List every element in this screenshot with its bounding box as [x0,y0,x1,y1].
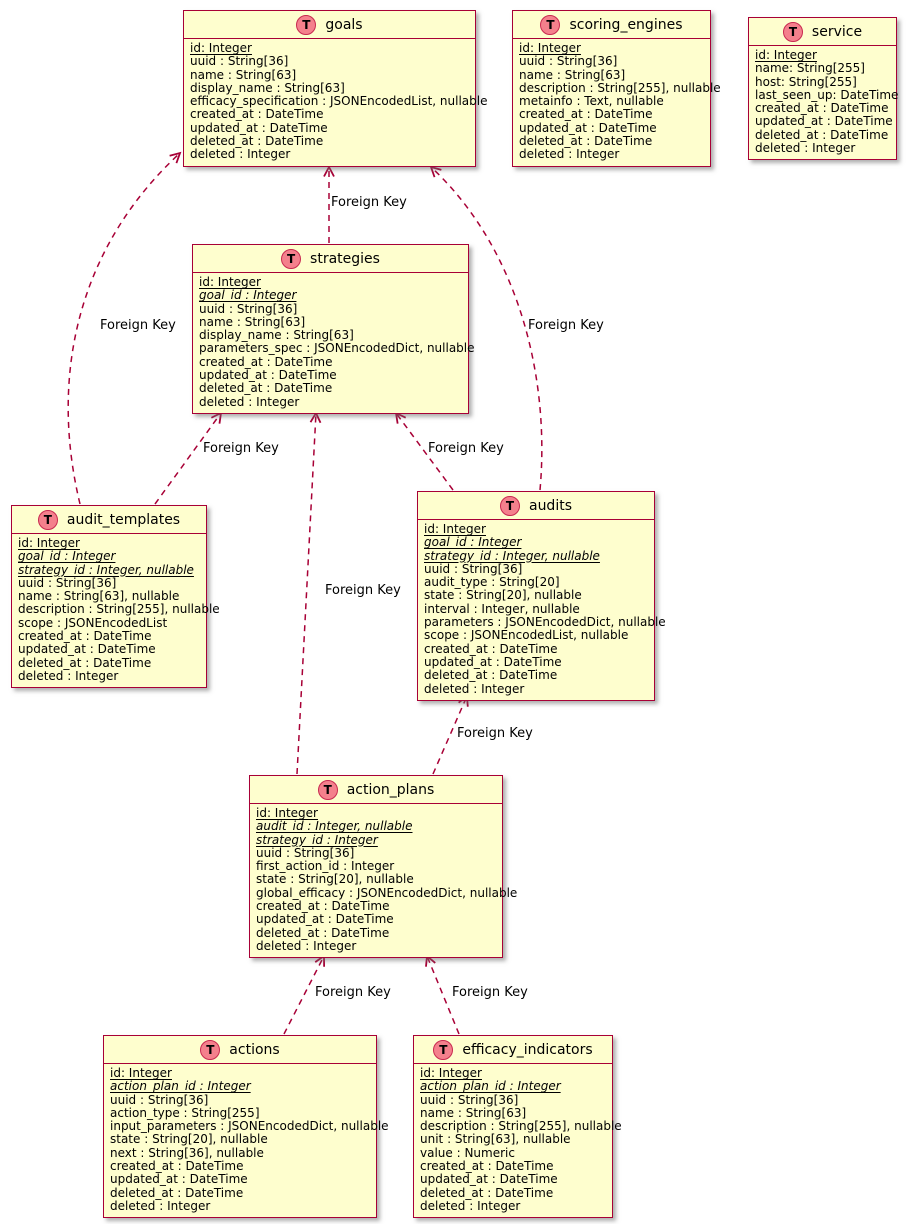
field-text: deleted : Integer [420,1198,521,1213]
table-icon: T [38,510,58,530]
entity-fields [12,534,220,687]
field-row [420,1187,606,1200]
entity-header [414,1036,612,1064]
field-row [424,576,648,589]
field-row [424,615,666,630]
field-text: global_efficacy : JSONEncodedDict, nullable [256,885,518,900]
field-row [190,55,469,68]
fk-field: goal_id : Integer [18,549,116,564]
entity-header [513,11,710,39]
pk-field: id: Integer [519,41,581,55]
field-text: uuid : String[36] [110,1092,209,1107]
field-row [110,1094,370,1107]
field-text: updated_at : DateTime [110,1172,248,1187]
field-row [190,122,469,135]
field-text: uuid : String[36] [519,54,618,69]
foreign-key-label: Foreign Key [100,318,176,333]
foreign-key-label: Foreign Key [457,726,533,741]
entity-header [749,18,896,46]
field-text: scope : JSONEncodedList, nullable [424,628,629,643]
table-icon: T [200,1040,220,1060]
field-row [519,148,704,161]
field-text: created_at : DateTime [190,107,324,122]
field-text: input_parameters : JSONEncodedDict, nullable [110,1119,389,1134]
field-text: deleted : Integer [199,394,300,409]
entity-fields [184,39,488,166]
field-text: deleted_at : DateTime [519,134,653,149]
entity-fields [414,1064,622,1217]
field-row [424,683,648,696]
field-text: deleted : Integer [18,668,119,683]
entity-title: strategies [310,250,380,267]
field-text: deleted : Integer [424,681,525,696]
field-row [190,42,469,55]
pk-field: id: Integer [755,48,817,62]
field-row [256,900,496,913]
field-row [199,289,462,302]
pk-field: id: Integer [424,522,486,536]
field-text: action_type : String[255] [110,1105,260,1120]
field-row [110,1173,370,1186]
field-row [256,913,496,926]
field-text: created_at : DateTime [420,1159,554,1174]
field-row [755,102,890,115]
field-text: deleted_at : DateTime [424,668,558,683]
field-row [190,69,469,82]
entity-title: audit_templates [66,511,181,528]
field-row [424,536,648,549]
field-text: name: String[255] [755,61,865,76]
entity-header [104,1036,376,1064]
entity-header [184,11,475,39]
table-icon: T [500,496,520,516]
field-row [199,341,475,356]
entity-goals [183,10,488,167]
field-text: updated_at : DateTime [190,120,328,135]
field-row [18,550,200,563]
field-row [424,563,648,576]
foreign-key-label: Foreign Key [315,985,391,1000]
fk-field: goal_id : Integer [199,288,297,303]
relationship-audit_templates-strategies [155,413,221,504]
table-icon: T [433,1040,453,1060]
field-row [18,630,200,643]
field-text: state : String[20], nullable [424,588,582,603]
field-row [110,1133,370,1146]
field-text: state : String[20], nullable [110,1132,268,1147]
field-row [519,55,704,68]
field-row [18,670,200,683]
entity-strategies [192,244,475,414]
field-text: efficacy_specification : JSONEncodedList, nullable [190,94,488,109]
field-text: updated_at : DateTime [424,654,562,669]
entity-title: action_plans [346,781,435,798]
field-text: next : String[36], nullable [110,1145,264,1160]
pk-field: id: Integer [190,41,252,55]
field-row [420,1200,606,1213]
field-row [256,873,496,886]
field-row [420,1094,606,1107]
field-row [110,1067,370,1080]
field-row [519,42,704,55]
fk-field: strategy_id : Integer [256,832,378,847]
field-row [420,1067,606,1080]
field-row [256,885,518,900]
field-text: created_at : DateTime [519,107,653,122]
field-row [256,834,496,847]
field-text: description : String[255], nullable [18,602,220,617]
entity-action_plans [249,775,518,958]
fk-field: strategy_id : Integer, nullable [18,562,194,577]
field-text: deleted : Integer [256,938,357,953]
field-row [420,1133,606,1146]
field-row [519,80,721,95]
field-text: name : String[63], nullable [18,589,180,604]
field-text: last_seen_up: DateTime [755,87,899,102]
field-row [199,303,462,316]
field-text: description : String[255], nullable [420,1119,622,1134]
field-row [110,1080,370,1093]
field-row [18,617,200,630]
field-text: uuid : String[36] [199,301,298,316]
field-row [110,1107,370,1120]
field-text: deleted_at : DateTime [420,1185,554,1200]
field-row [110,1187,370,1200]
fk-field: goal_id : Integer [424,535,522,550]
field-row [519,69,704,82]
pk-field: id: Integer [110,1066,172,1080]
entity-efficacy_indicators [413,1035,622,1218]
field-text: host: String[255] [755,74,857,89]
entity-header [418,492,654,520]
field-text: updated_at : DateTime [420,1172,558,1187]
field-row [424,589,648,602]
field-row [424,603,648,616]
field-row [18,657,200,670]
field-text: unit : String[63], nullable [420,1132,571,1147]
field-row [199,316,462,329]
entity-fields [418,520,666,700]
fk-field: action_plan_id : Integer [420,1079,561,1094]
field-row [755,114,893,129]
field-row [424,643,648,656]
field-text: deleted_at : DateTime [110,1185,244,1200]
field-text: deleted : Integer [190,147,291,162]
entity-title: actions [229,1041,280,1058]
field-text: uuid : String[36] [18,575,117,590]
entity-audit_templates [11,505,220,688]
table-icon: T [281,249,301,269]
field-row [755,87,899,102]
field-text: created_at : DateTime [110,1159,244,1174]
field-row [190,148,469,161]
field-text: updated_at : DateTime [256,912,394,927]
field-text: deleted_at : DateTime [256,925,390,940]
pk-field: id: Integer [256,806,318,820]
field-text: deleted_at : DateTime [755,127,889,142]
field-text: name : String[63] [199,314,306,329]
field-row [190,135,469,148]
field-row [424,669,648,682]
entity-title: scoring_engines [569,16,683,33]
foreign-key-label: Foreign Key [428,441,504,456]
pk-field: id: Integer [199,275,261,289]
field-row [755,142,890,155]
field-text: state : String[20], nullable [256,872,414,887]
field-row [190,108,469,121]
table-icon: T [783,22,803,42]
field-row [755,129,890,142]
entity-fields [749,46,899,159]
field-row [420,1119,622,1134]
field-text: deleted_at : DateTime [190,134,324,149]
entity-fields [104,1064,389,1217]
field-row [420,1160,606,1173]
field-row [110,1119,389,1134]
field-text: description : String[255], nullable [519,80,721,95]
field-row [256,847,496,860]
field-row [190,82,469,95]
foreign-key-label: Foreign Key [203,441,279,456]
field-text: created_at : DateTime [424,641,558,656]
field-row [755,76,890,89]
field-row [420,1147,606,1160]
field-text: uuid : String[36] [420,1092,519,1107]
field-row [18,643,200,656]
field-text: name : String[63] [190,67,297,82]
field-text: created_at : DateTime [18,629,152,644]
field-row [110,1160,370,1173]
entity-fields [193,273,475,413]
entity-fields [250,804,518,957]
field-text: created_at : DateTime [199,354,333,369]
field-row [18,577,200,590]
field-row [18,602,220,617]
field-text: audit_type : String[20] [424,575,560,590]
entity-header [250,776,502,804]
entity-header [12,506,206,534]
field-row [18,564,200,577]
field-row [199,369,462,382]
field-row [424,629,648,642]
field-row [110,1147,370,1160]
field-text: first_action_id : Integer [256,859,395,874]
field-text: deleted : Integer [110,1198,211,1213]
entity-title: efficacy_indicators [462,1041,593,1058]
field-row [424,550,648,563]
field-row [755,49,890,62]
entity-fields [513,39,721,166]
field-row [256,807,496,820]
field-text: metainfo : Text, nullable [519,94,664,109]
field-text: parameters_spec : JSONEncodedDict, nullable [199,341,475,356]
field-text: updated_at : DateTime [199,368,337,383]
field-row [199,382,462,395]
field-row [256,860,496,873]
entity-title: goals [325,16,363,33]
field-text: name : String[63] [519,67,626,82]
table-icon: T [318,780,338,800]
field-text: deleted : Integer [755,141,856,156]
field-text: deleted : Integer [519,147,620,162]
entity-audits [417,491,666,701]
field-row [190,94,488,109]
entity-header [193,245,468,273]
entity-title: audits [528,497,572,514]
foreign-key-label: Foreign Key [331,195,407,210]
field-row [199,329,462,342]
entity-title: service [811,23,863,40]
field-text: deleted_at : DateTime [18,655,152,670]
field-text: deleted_at : DateTime [199,381,333,396]
field-row [519,108,704,121]
fk-field: strategy_id : Integer, nullable [424,548,600,563]
pk-field: id: Integer [18,536,80,550]
field-row [199,356,462,369]
field-text: name : String[63] [420,1105,527,1120]
field-row [256,927,496,940]
field-text: scope : JSONEncodedList [18,615,168,630]
field-row [424,656,648,669]
field-row [420,1173,606,1186]
field-text: uuid : String[36] [424,561,523,576]
table-icon: T [296,15,316,35]
foreign-key-label: Foreign Key [325,583,401,598]
field-row [18,537,200,550]
field-row [199,276,462,289]
field-row [256,820,496,833]
entity-actions [103,1035,389,1218]
field-text: interval : Integer, nullable [424,601,580,616]
field-text: created_at : DateTime [755,101,889,116]
field-text: updated_at : DateTime [519,120,657,135]
field-row [420,1107,606,1120]
field-row [199,396,462,409]
field-text: created_at : DateTime [256,899,390,914]
field-row [519,95,704,108]
field-text: value : Numeric [420,1145,515,1160]
field-text: updated_at : DateTime [755,114,893,129]
field-text: uuid : String[36] [190,54,289,69]
entity-service [748,17,897,160]
field-row [18,590,200,603]
foreign-key-label: Foreign Key [528,318,604,333]
field-row [519,122,704,135]
fk-field: action_plan_id : Integer [110,1079,251,1094]
field-text: parameters : JSONEncodedDict, nullable [424,615,666,630]
field-row [110,1200,370,1213]
relationship-action_plans-strategies [297,413,316,774]
field-text: display_name : String[63] [190,80,345,95]
foreign-key-label: Foreign Key [452,985,528,1000]
table-icon: T [540,15,560,35]
field-row [755,62,890,75]
field-text: uuid : String[36] [256,845,355,860]
field-row [256,940,496,953]
field-row [424,523,648,536]
field-row [420,1080,606,1093]
fk-field: audit_id : Integer, nullable [256,819,413,834]
entity-scoring_engines [512,10,721,167]
field-text: updated_at : DateTime [18,642,156,657]
pk-field: id: Integer [420,1066,482,1080]
field-row [519,135,704,148]
field-text: display_name : String[63] [199,328,354,343]
